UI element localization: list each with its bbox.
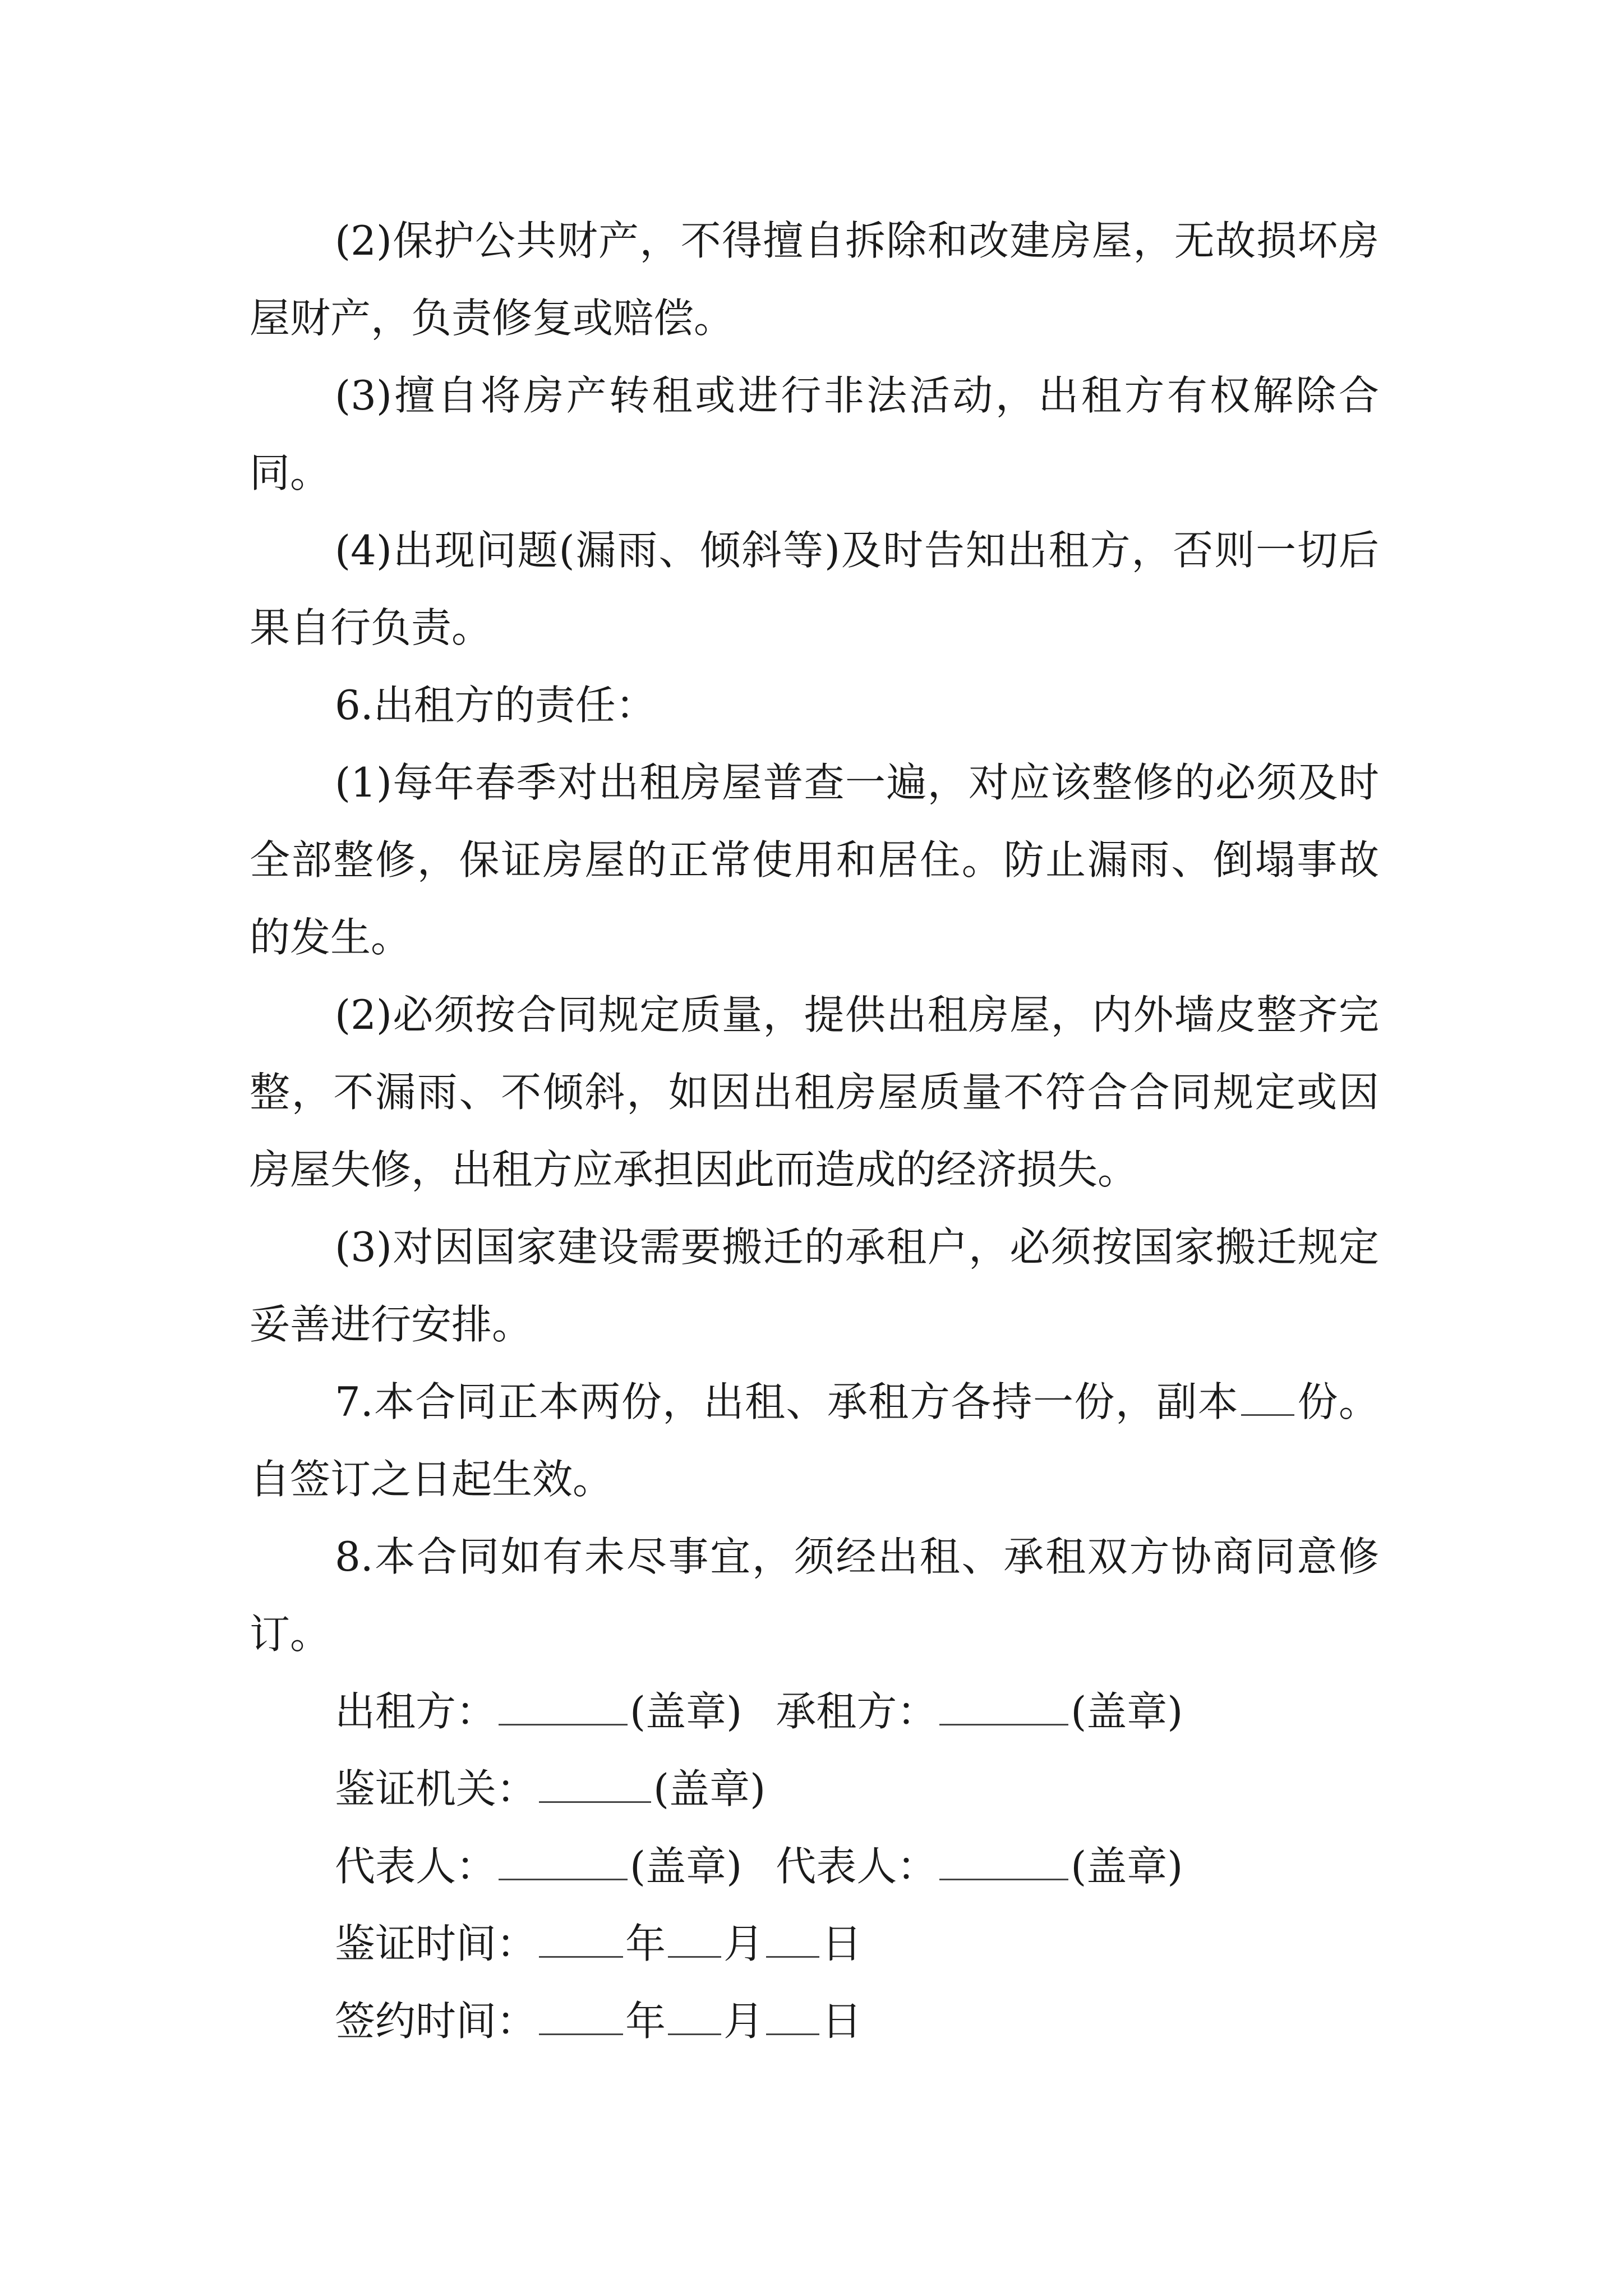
clause-8: 8.本合同如有未尽事宜，须经出租、承租双方协商同意修订。 [250,1533,1379,1658]
lessee-rep-label: 代表人： [776,1843,938,1890]
day-text: 日 [822,1920,863,1967]
year-text: 年 [625,1998,666,2045]
clause-7-text-after: 份。自签订之日起生效。 [250,1378,1379,1503]
signature-row-parties [250,1673,1379,1750]
lessee-rep-seal: (盖章) [1071,1843,1183,1890]
clause-7 [250,1363,1379,1518]
lessee-label: 承租方： [776,1688,938,1735]
verification-day-blank[interactable] [766,1924,819,1958]
day-text: 日 [822,1998,863,2045]
month-text: 月 [723,1920,764,1967]
lessor-label: 出租方： [335,1688,497,1735]
paragraph-tenant-duty-3: (3)擅自将房产转租或进行非法活动，出租方有权解除合同。 [250,372,1379,496]
verification-date-row [250,1905,1379,1982]
authority-signature-blank[interactable] [539,1769,651,1803]
document-page [250,202,1379,2060]
paragraph-tenant-duty-2: (2)保护公共财产，不得擅自拆除和改建房屋，无故损坏房屋财产，负责修复或赔偿。 [250,217,1379,342]
lessor-rep-blank[interactable] [499,1846,628,1880]
month-text: 月 [723,1998,764,2045]
paragraph-lessor-duty-1: (1)每年春季对出租房屋普查一遍，对应该整修的必须及时全部整修，保证房屋的正常使用和居住。防止漏雨、倒塌事故的发生。 [250,759,1379,961]
signing-date-label: 签约时间： [335,1998,537,2045]
paragraph-lessor-duty-2: (2)必须按合同规定质量，提供出租房屋，内外墙皮整齐完整，不漏雨、不倾斜，如因出租房屋质量不符合合同规定或因房屋失修，出租方应承担因此而造成的经济损失。 [250,991,1379,1193]
paragraph-lessor-duty-3: (3)对因国家建设需要搬迁的承租户，必须按国家搬迁规定妥善进行安排。 [250,1223,1379,1348]
verification-date-label: 鉴证时间： [335,1920,537,1967]
lessor-rep-seal: (盖章) [630,1843,743,1890]
lessee-rep-blank[interactable] [939,1846,1068,1880]
signing-month-blank[interactable] [668,2001,721,2035]
verification-year-blank[interactable] [539,1924,623,1958]
year-text: 年 [625,1920,666,1967]
signature-row-authority [250,1750,1379,1828]
paragraph-tenant-duty-4: (4)出现问题(漏雨、倾斜等)及时告知出租方，否则一切后果自行负责。 [250,527,1379,651]
lessor-rep-label: 代表人： [335,1843,497,1890]
lessee-seal: (盖章) [1071,1688,1183,1735]
lessor-seal: (盖章) [630,1688,743,1735]
signing-date-row [250,1982,1379,2060]
signature-row-representatives [250,1828,1379,1905]
lessee-signature-blank[interactable] [939,1691,1068,1726]
authority-label: 鉴证机关： [335,1765,537,1812]
copies-count-blank[interactable] [1241,1382,1294,1416]
authority-seal: (盖章) [653,1765,766,1812]
lessor-signature-blank[interactable] [499,1691,628,1726]
verification-month-blank[interactable] [668,1924,721,1958]
clause-7-text-before: 7.本合同正本两份，出租、承租方各持一份，副本 [335,1378,1239,1425]
signing-day-blank[interactable] [766,2001,819,2035]
signing-year-blank[interactable] [539,2001,623,2035]
section-heading-lessor-duties: 6.出租方的责任： [335,682,656,729]
